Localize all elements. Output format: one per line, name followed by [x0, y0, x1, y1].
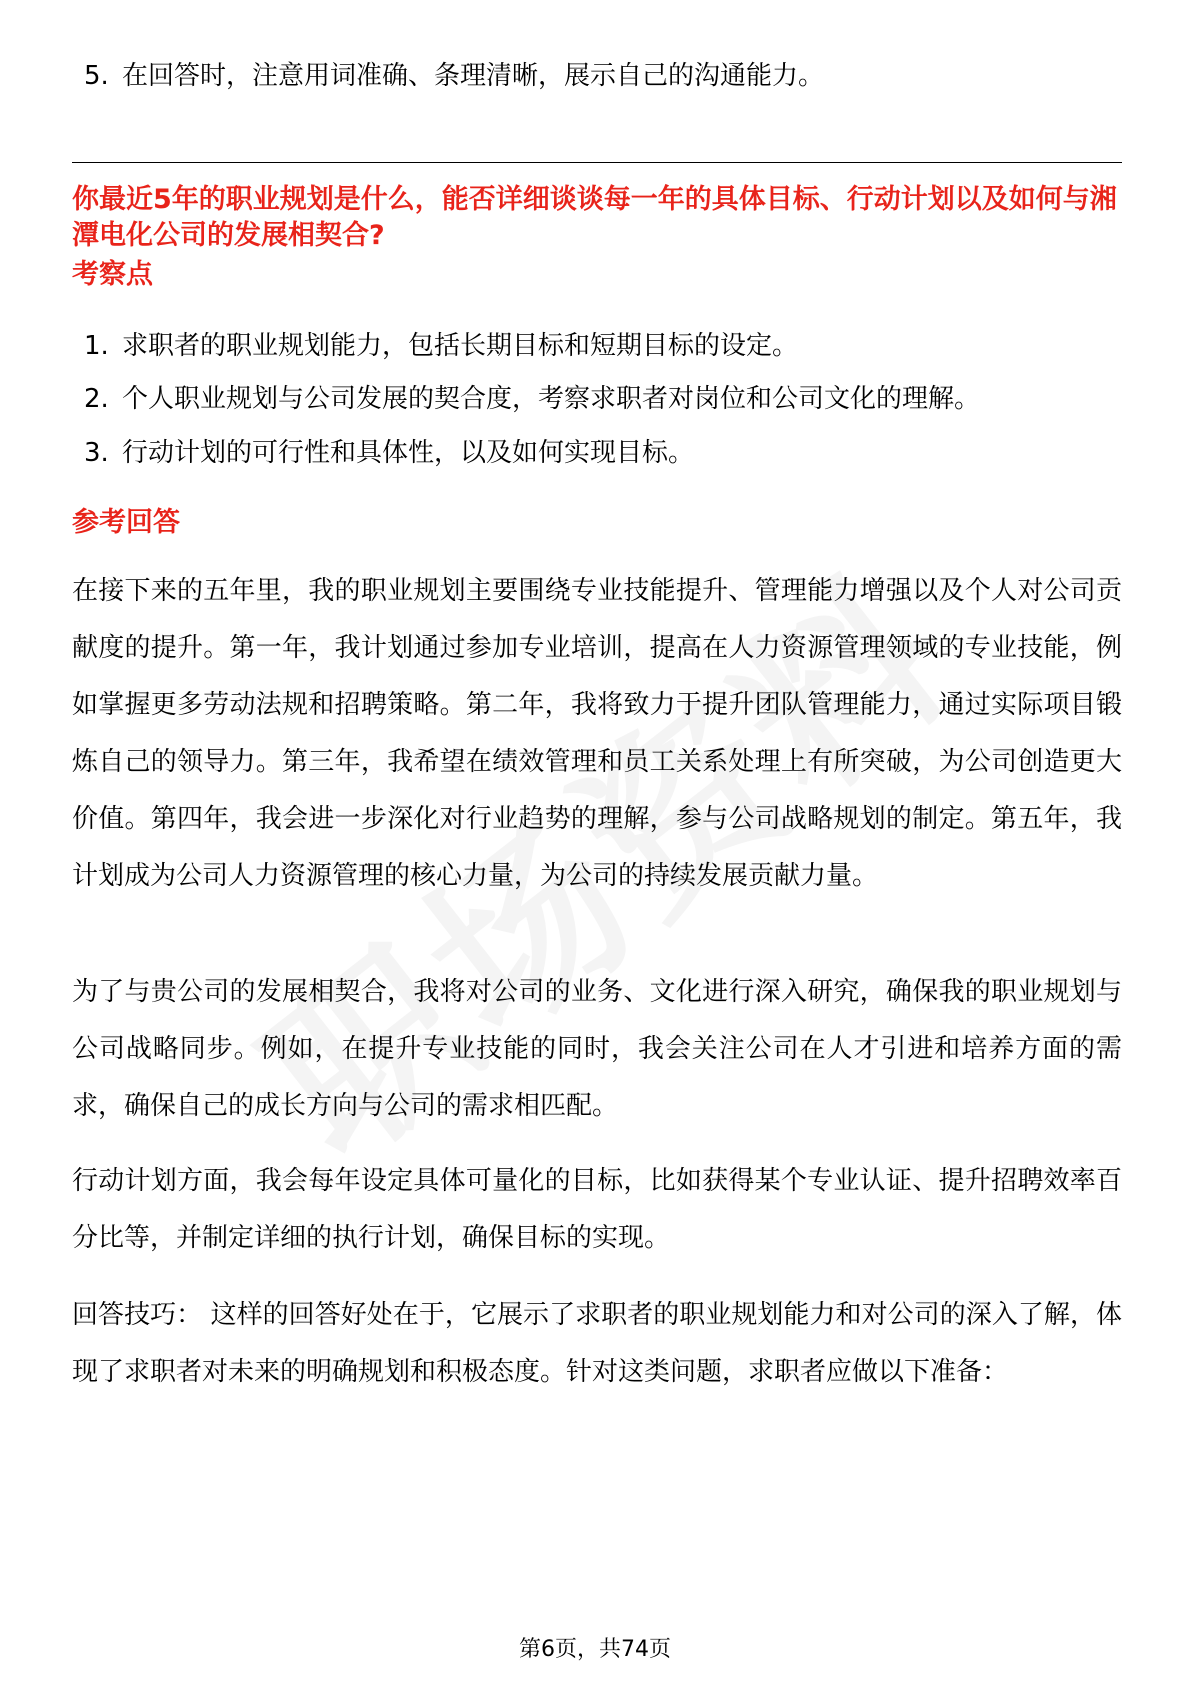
list-item [84, 328, 798, 364]
list-text: 求职者的职业规划能力，包括长期目标和短期目标的设定。 [122, 331, 799, 361]
list-text: 行动计划的可行性和具体性，以及如何实现目标。 [122, 438, 695, 468]
points-heading: 考察点 [72, 259, 153, 290]
answer-paragraph: 行动计划方面，我会每年设定具体可量化的目标，比如获得某个专业认证、提升招聘效率百分比等，并制定详细的执行计划，确保目标的实现。 [72, 1166, 1122, 1253]
list-text: 个人职业规划与公司发展的契合度，考察求职者对岗位和公司文化的理解。 [122, 384, 981, 414]
list-item [84, 381, 980, 417]
list-number: 1. [84, 331, 109, 361]
answer-paragraph: 在接下来的五年里，我的职业规划主要围绕专业技能提升、管理能力增强以及个人对公司贡献度的提升。第一年，我计划通过参加专业培训，提高在人力资源管理领域的专业技能，例如掌握更多劳动法规和招聘策略。第二年，我将致力于提升团队管理能力，通过实际项目锻炼自己的领导力。第三年，我希望在绩效管理和员工关系处理上有所突破，为公司创造更大价值。第四年，我会进一步深化对行业趋势的理解，参与公司战略规划的制定。第五年，我计划成为公司人力资源管理的核心力量，为公司的持续发展贡献力量。 [72, 576, 1122, 891]
list-number: 2. [84, 384, 109, 414]
answer-heading: 参考回答 [72, 507, 180, 538]
answer-tips-paragraph: 回答技巧： 这样的回答好处在于，它展示了求职者的职业规划能力和对公司的深入了解，体现了求职者对未来的明确规划和积极态度。针对这类问题，求职者应做以下准备： [72, 1300, 1122, 1387]
section-divider [72, 162, 1122, 163]
list-text: 在回答时，注意用词准确、条理清晰，展示自己的沟通能力。 [122, 61, 825, 91]
page-number-footer: 第6页，共74页 [519, 1637, 671, 1662]
answer-paragraph: 为了与贵公司的发展相契合，我将对公司的业务、文化进行深入研究，确保我的职业规划与公司战略同步。例如，在提升专业技能的同时，我会关注公司在人才引进和培养方面的需求，确保自己的成长方向与公司的需求相匹配。 [72, 977, 1122, 1121]
question-heading: 你最近5年的职业规划是什么，能否详细谈谈每一年的具体目标、行动计划以及如何与湘潭电化公司的发展相契合? [72, 184, 1117, 251]
list-item [84, 58, 824, 94]
list-number: 5. [84, 61, 109, 91]
list-item [84, 435, 694, 471]
list-number: 3. [84, 438, 109, 468]
